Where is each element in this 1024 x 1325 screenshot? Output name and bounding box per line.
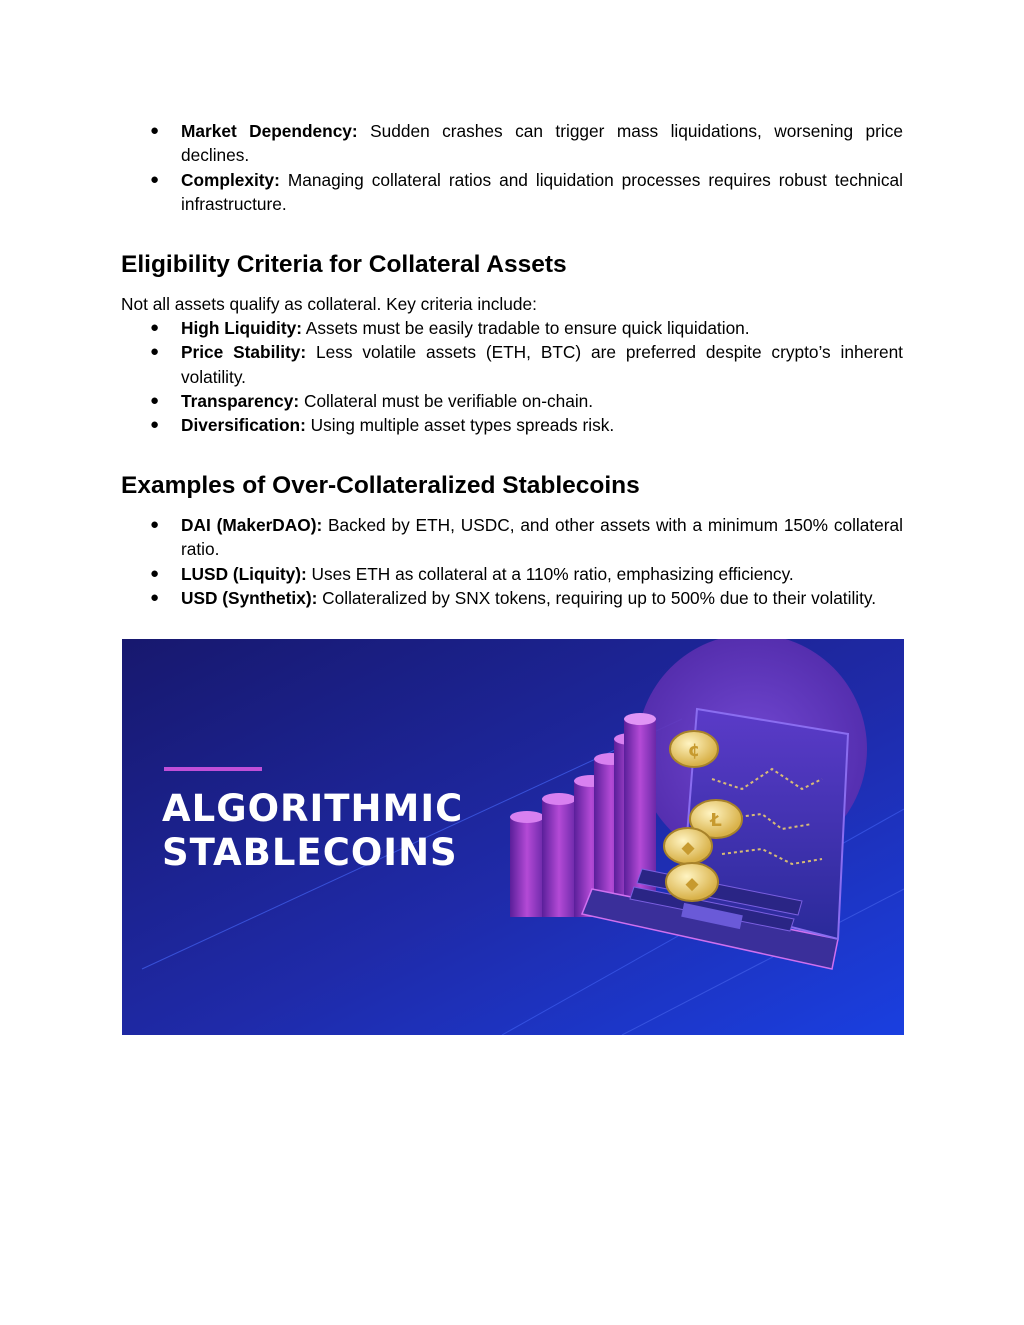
list-item: [121, 340, 903, 389]
list-item-term: High Liquidity:: [181, 318, 302, 338]
list-item-term: Diversification:: [181, 415, 306, 436]
bullet-icon: ●: [150, 588, 160, 606]
bullet-icon: ●: [150, 564, 160, 582]
list-item-term: Transparency:: [181, 390, 300, 411]
list-item: [121, 316, 903, 340]
list-item-text: Assets must be easily tradable to ensure quick liquidation.: [301, 318, 750, 338]
bullet-icon: ●: [150, 343, 160, 361]
list-item-term: LUSD (Liquity):: [181, 563, 307, 584]
list-item-text: Collateral must be verifiable on-chain.: [299, 390, 594, 411]
list-item-text: Collateralized by SNX tokens, requiring up to 500% due to their volatility.: [317, 587, 877, 608]
bullet-icon: ●: [150, 122, 160, 139]
svg-text:¢: ¢: [687, 740, 701, 761]
examples-list: [121, 513, 903, 610]
list-item-term: Market Dependency:: [181, 121, 358, 141]
list-item: [121, 586, 903, 610]
risk-list: [121, 119, 903, 216]
section-intro: Not all assets qualify as collateral. Key criteria include:: [121, 294, 537, 314]
list-item-text: Managing collateral ratios and liquidation processes requires robust technical infrastructure.: [181, 169, 903, 214]
list-item-term: USD (Synthetix):: [181, 587, 318, 608]
bullet-icon: ●: [150, 170, 160, 188]
bullet-icon: ●: [150, 319, 160, 336]
svg-text:◆: ◆: [685, 874, 699, 894]
list-item-term: Complexity:: [181, 169, 280, 190]
list-item: [121, 513, 903, 562]
bullet-icon: ●: [150, 516, 160, 533]
criteria-list: [121, 316, 903, 437]
section-heading-eligibility: Eligibility Criteria for Collateral Assets: [121, 251, 567, 278]
bullet-icon: ●: [150, 416, 160, 434]
section-heading-examples: Examples of Over-Collateralized Stablecoins: [121, 472, 640, 499]
list-item-text: Sudden crashes can trigger mass liquidations, worsening price declines.: [181, 121, 903, 166]
bullet-icon: ●: [150, 391, 160, 409]
list-item: [121, 389, 903, 413]
banner-title-line1: ALGORITHMIC: [162, 787, 464, 830]
banner-title-line2: STABLECOINS: [162, 831, 458, 874]
list-item-term: Price Stability:: [181, 342, 307, 363]
svg-text:◆: ◆: [681, 838, 695, 858]
list-item-text: Less volatile assets (ETH, BTC) are preferred despite crypto’s inherent volatility.: [181, 342, 903, 387]
accent-line: [164, 767, 262, 771]
list-item: [121, 119, 903, 168]
list-item: [121, 168, 903, 217]
algorithmic-stablecoins-banner: [122, 639, 904, 1035]
list-item: [121, 562, 903, 586]
list-item-term: DAI (MakerDAO):: [181, 515, 323, 535]
list-item: [121, 413, 903, 437]
list-item-text: Using multiple asset types spreads risk.: [305, 415, 615, 436]
list-item-text: Backed by ETH, USDC, and other assets with a minimum 150% collateral ratio.: [181, 515, 903, 560]
svg-text:Ł: Ł: [710, 810, 722, 831]
list-item-text: Uses ETH as collateral at a 110% ratio, emphasizing efficiency.: [306, 563, 794, 584]
